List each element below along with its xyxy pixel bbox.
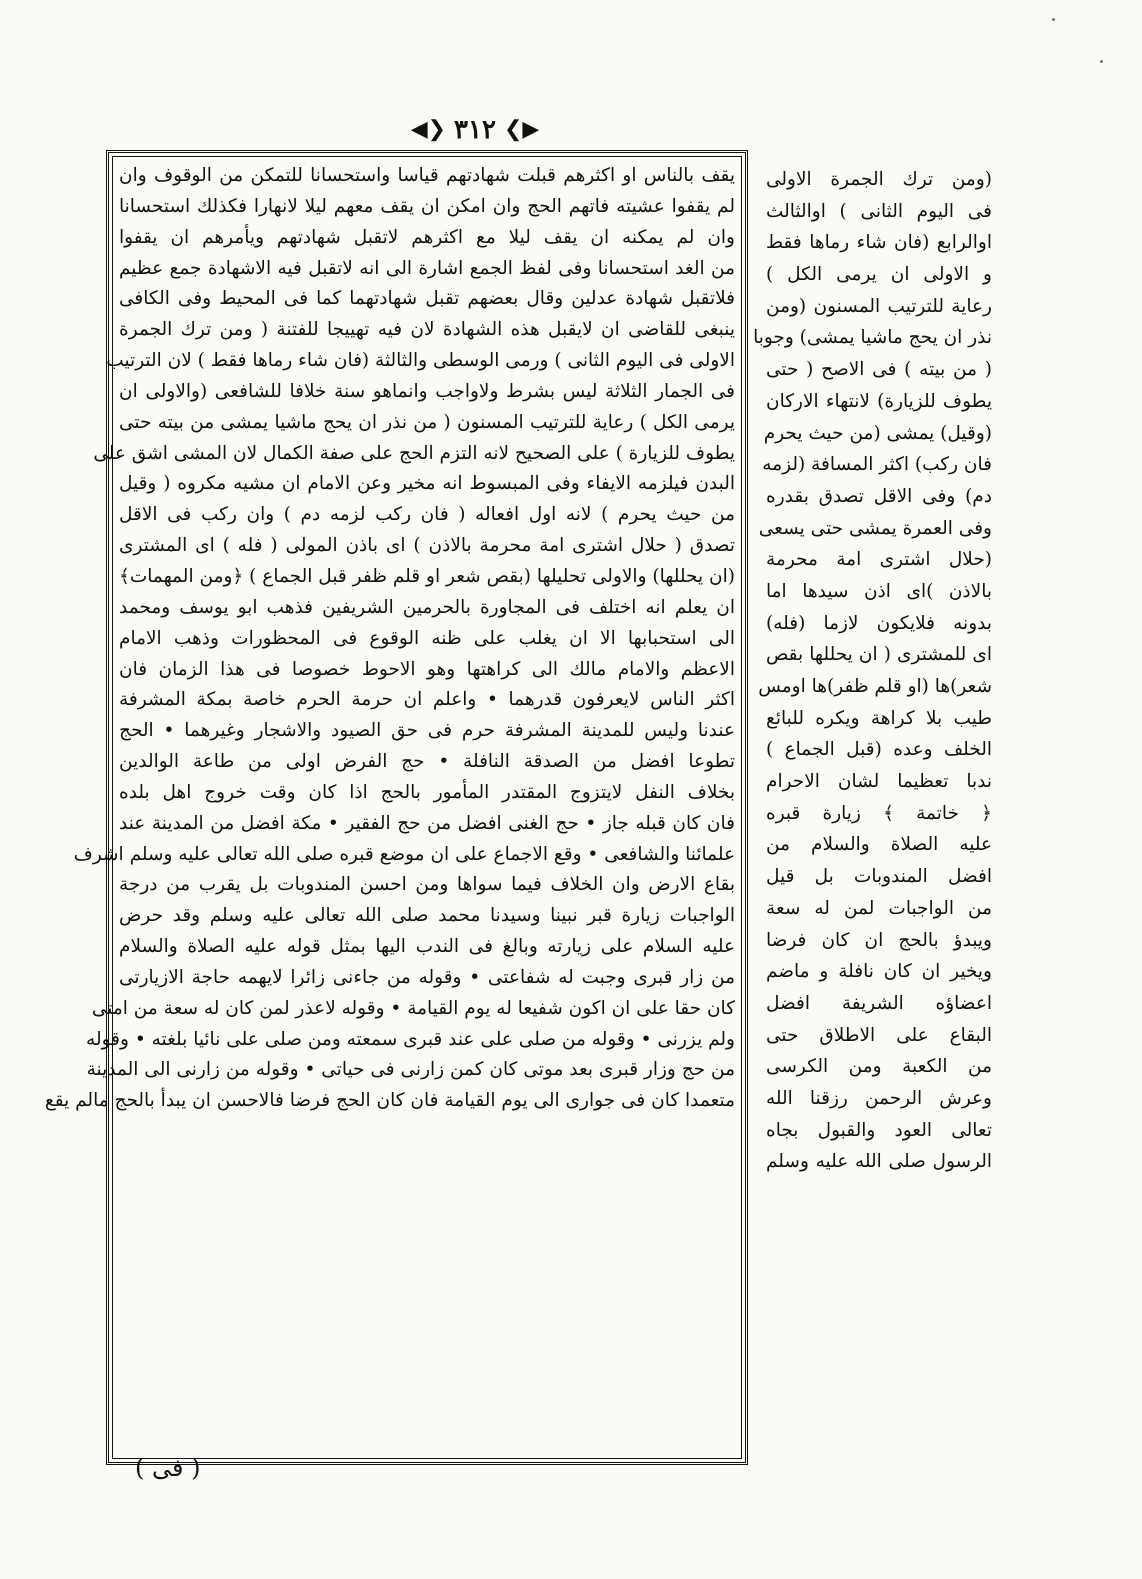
- margin-text-line: اعضاؤه الشريفة افضل: [766, 992, 992, 1014]
- main-text-line: البدن فيلزمه الايفاء وفى المبسوط انه مخير وعن الامام ان مشيه مكروه ( وقيل: [119, 473, 735, 495]
- margin-text-line: فى اليوم الثانى ) اوالثالث: [766, 200, 992, 222]
- margin-text-line: دم) وفى الاقل تصدق بقدره: [766, 485, 992, 507]
- margin-text-line: ندبا تعظيما لشان الاحرام: [766, 771, 992, 793]
- margin-text-line: البقاع على الاطلاق حتى: [766, 1024, 992, 1046]
- catchword: ( فى ): [135, 1454, 201, 1482]
- margin-text-line: ﴿ خاتمة ﴾ زيارة قبره: [766, 802, 992, 824]
- main-text-line: يطوف للزيارة ) على الصحيح لانه التزم الحج على صفة الكمال لان المشى اشق على: [93, 442, 735, 464]
- main-text-line: يقف بالناس او اكثرهم قبلت شهادتهم قياسا واستحسانا للتمكن من الوقوف وان: [119, 165, 735, 186]
- main-text-line: عليه السلام على زيارته وبالغ فى الندب اليها بمثل قوله عليه الصلاة والسلام: [119, 936, 735, 958]
- left-ornament-icon: ◀❯: [410, 117, 447, 142]
- main-text-line: من زار قبرى وجبت له شفاعتى • وقوله من جاءنى زائرا لايهمه حاجة الازيارتى: [119, 966, 735, 988]
- main-text-line: فى الجمار الثلاثة ليس بشرط ولاواجب وانماهو سنة خلافا للشافعى (والاولى ان: [119, 380, 735, 402]
- main-text-line: ان يعلم انه اختلف فى المجاورة بالحرمين الشريفين فذهب ابو يوسف ومحمد: [119, 596, 735, 618]
- main-text-line: بقاع الارض وان الخلاف فيما سواها ومن احسن المندوبات بل يقرب من درجة: [119, 874, 735, 896]
- main-text-line: الواجبات زيارة قبر نبينا وسيدنا محمد صلى الله تعالى عليه وسلم وقد حرض: [119, 905, 735, 927]
- paper-speck: [1100, 60, 1103, 63]
- right-ornament-icon: ❮▶: [503, 117, 540, 142]
- page-number: ٣١٢: [454, 115, 496, 145]
- margin-text-line: وعرش الرحمن رزقنا الله: [766, 1087, 992, 1109]
- margin-text-line: ويخير ان كان نافلة و ماضم: [766, 961, 992, 983]
- margin-text-line: (حلال اشترى امة محرمة: [766, 549, 992, 571]
- main-text-line: اكثر الناس لايعرفون قدرهما • واعلم ان حرمة الحرم خاصة بمكة المشرفة: [119, 689, 735, 711]
- margin-text-line: تعالى العود والقبول بجاه: [766, 1119, 992, 1141]
- margin-text-line: الخلف وعده (قبل الجماع ): [766, 739, 992, 761]
- main-text-line: تصدق ( حلال اشترى امة محرمة بالاذن ) اى باذن المولى ( فله ) اى المشترى: [119, 535, 735, 557]
- margin-text-line: ( من بيته ) فى الاصح ( حتى: [766, 359, 992, 381]
- margin-text-line: و الاولى ان يرمى الكل ): [766, 264, 992, 286]
- margin-text-line: وفى العمرة يمشى حتى يسعى: [758, 517, 992, 539]
- main-text-line: الى استحبابها الا ان يغلب على ظنه الوقوع فى المحظورات وذهب الامام: [119, 627, 735, 649]
- margin-text-line: افضل المندوبات بل قيل: [766, 866, 992, 888]
- main-text-line: وان لم يمكنه ان يقف ليلا مع اكثرهم لاتقبل شهادتهم ويأمرهم ان يقفوا: [119, 226, 735, 248]
- main-text-line: ينبغى للقاضى ان لايقبل هذه الشهادة لان فيه تهييجا للفتنة ( ومن ترك الجمرة: [119, 319, 735, 341]
- main-text-line: عندنا وليس للمدينة المشرفة حرم فى حق الصيود والاشجار وغيرهما • الحج: [119, 720, 735, 742]
- main-text-line: الاعظم والامام مالك الى كراهتها وهو الاحوط خصوصا فى هذا الزمان فان: [119, 658, 735, 680]
- margin-text-line: (ومن ترك الجمرة الاولى: [766, 169, 992, 190]
- margin-text-line: من الواجبات لمن له سعة: [766, 897, 992, 919]
- main-text-body: [44, 161, 735, 1117]
- margin-commentary: [753, 164, 992, 1464]
- main-text-line: كان حقا على ان اكون شفيعا له يوم القيامة • وقوله لاعذر لمن كان له سعة من امتى: [91, 997, 735, 1019]
- main-text-line: ولم يزرنى • وقوله من صلى على عند قبرى سمعته ومن صلى على نائيا بلغته • وقوله: [86, 1028, 735, 1050]
- main-text-line: تطوعا افضل من الصدقة النافلة • حج الفرض اولى من طاعة الوالدين: [119, 751, 735, 773]
- margin-text-line: عليه الصلاة والسلام من: [766, 834, 992, 856]
- main-text-line: من الغد استحسانا وفى لفظ الجمع اشارة الى انه لاتقبل فيه الاشهادة جمع عظيم: [119, 257, 735, 279]
- main-text-line: لم يقفوا عشيته فاتهم الحج وان امكن ان يقف معهم ليلا لانهارا فكذلك استحسانا: [119, 195, 735, 217]
- margin-text-line: رعاية للترتيب المسنون (ومن: [766, 295, 992, 317]
- main-text-line: الاولى فى اليوم الثانى ) ورمى الوسطى والثالثة (فان شاء رماها فقط ) لان الترتيب: [106, 350, 735, 372]
- margin-text-line: الرسول صلى الله عليه وسلم: [766, 1151, 992, 1173]
- main-text-line: بخلاف النفل لايتزوج المقتدر المأمور بالحج اذا كان وقت خروج اهل بلده: [119, 781, 735, 803]
- paper-speck: [1052, 18, 1055, 21]
- main-text-line: من حج وزار قبرى بعد موتى كان كمن زارنى فى حياتى • وقوله من زارنى الى المدينة: [86, 1059, 735, 1081]
- main-text-line: يرمى الكل ) رعاية للترتيب المسنون ( من نذر ان يحج ماشيا يمشى من بيته حتى: [119, 411, 735, 433]
- main-text-line: متعمدا كان فى جوارى الى يوم القيامة فان كان الحج فرضا فالاحسن ان يبدأ بالحج مالم يقع: [44, 1090, 735, 1112]
- margin-text-line: (وقيل) يمشى (من حيث يحرم: [763, 422, 992, 444]
- margin-text-line: من الكعبة ومن الكرسى: [766, 1056, 992, 1078]
- margin-text-line: ويبدؤ بالحج ان كان فرضا: [766, 929, 992, 951]
- main-text-line: فان كان قبله جاز • حج الغنى افضل من حج الفقير • مكة افضل من المدينة عند: [119, 812, 735, 834]
- main-text-line: من حيث يحرم ) لانه اول افعاله ( فان ركب لزمه دم ) وان ركب فى الاقل: [119, 504, 735, 526]
- margin-text-line: يطوف للزيارة) لانتهاء الاركان: [766, 390, 992, 412]
- main-text-frame: [44, 150, 748, 1465]
- main-text-line: علمائنا والشافعى • وقع الاجماع على ان موضع قبره صلى الله تعالى عليه وسلم اشرف: [73, 843, 735, 865]
- margin-text-line: اى للمشترى ( ان يحللها بقص: [766, 644, 992, 666]
- margin-text-line: بالاذن )اى اذن سيدها اما: [766, 580, 992, 602]
- margin-text-line: طيب بلا كراهة ويكره للبائع: [766, 707, 992, 729]
- margin-text-line: بدونه فلايكون لازما (فله): [766, 612, 992, 634]
- main-text-line: (ان يحللها) والاولى تحليلها (بقص شعر او قلم ظفر قبل الجماع ) ﴿ومن المهمات﴾: [119, 565, 735, 587]
- margin-text-line: اوالرابع (فان شاء رماها فقط: [766, 232, 992, 254]
- page-header: [400, 112, 550, 148]
- margin-text-line: نذر ان يحج ماشيا يمشى) وجوبا: [753, 327, 992, 349]
- margin-text-line: فان ركب) اكثر المسافة (لزمه: [762, 454, 992, 476]
- margin-text-line: شعر)ها (او قلم ظفر)ها اومس: [758, 676, 992, 697]
- main-text-line: فلاتقبل شهادة عدلين وقال بعضهم تقبل شهادتهما كما فى المحيط وفى الكافى: [119, 288, 735, 310]
